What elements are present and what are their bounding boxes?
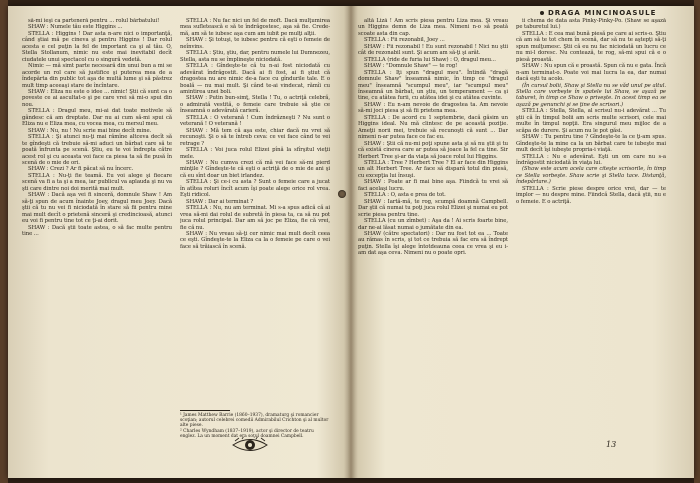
text-column-3	[358, 18, 508, 458]
paragraph: STELLA : Stella, Stella, al scrisul nu-i adevărat ... Tu ştii că în timpul bolii am scris multe scrisori, cele mai multe în timpul nopţii. Era singurul meu mijloc de a scăpa de durere. Şi acum nu le pot găsi.	[516, 108, 666, 134]
eye-ornament-icon	[232, 437, 268, 453]
paragraph: SHAW : Dacă aşa vei fi sinceră, domnule Shaw ! Am să-ţi spun de acum înainte Joey, dragul meu Joey. Dacă ştii că tu nu vei fi niciodată în stare să fii pentru mine mai mult decît o prietenă sinceră şi credincioasă, atunci eu voi fi pentru tine tot ce ţi-ai dorit.	[22, 192, 172, 225]
page-number: 13	[606, 440, 617, 449]
paragraph: SHAW (către spectatori) : Dar nu fost tot ea ... Toate au rămas în scris, şi tot ce trebuia să fac era să îndrept puţin. Stella îşi alege întotdeauna ceea ce vrea şi eu i-am dat aşa ceva. Nimeni nu o poate opri.	[358, 230, 508, 257]
paragraph: SHAW : Nu, nu ! Nu scrie mai bine decît mine.	[28, 127, 152, 134]
paragraph: STELLA : Nu fac nici un fel de moft. Dacă mulţumirea mea sufletească e să te îndrăgostesc, aşa să fie. Crede-mă, am să te iubesc aşa cum am iubit pe mulţi alţii.	[180, 18, 330, 37]
paragraph: SHAW : Ştii că nu-mi poţi spune asta şi să nu ştii şi tu că există cineva care ar putea să joace la fel ca tine. Sir Herbert Tree şi-ar da viaţa să joace rolul lui Higgins.	[358, 140, 508, 160]
paragraph: (Shaw este acum acela care citeşte scrisorile, în timp ce Stella vorbeşte. Shaw scrie şi Stella tace. Distanţă, îndepărtare.)	[516, 166, 666, 186]
paragraph: SHAW : Eu n-am nevoie de dragostea ta. Am nevoie să-mi joci piesa şi să fii prietena mea.	[358, 101, 508, 115]
paragraph: STELLA : Dragul meu, mi-ai dat toate motivele să gândesc că am dreptate. Dar nu ai cum să-mi spui că Eliza nu e Eliza mea, cu vocea mea, cu mersul meu.	[22, 108, 172, 128]
paragraph: STELLA : Nu-ţi fie teamă. Eu voi alege şi fiecare scenă va fi a ta şi a mea, iar publicul va aplauda şi nu va şti care dintre noi doi merită mai mult.	[22, 172, 172, 192]
paragraph: STELLA : Şi atunci nu-ţi mai rămîne altceva decît să te gîndeşti că trebuie să-mi aduci un bărbat care să te poată înfrunta pe scenă. Ştiu, eu te voi îndrepta către acest rol şi cu aceasta voi face ca piesa ta să fie pusă în scenă de o mie de ori.	[22, 134, 172, 166]
paragraph: STELLA : Iţi spun "dragul meu". Întindă "dragă domnule Shaw" înseamnă nimic, în timp ce "dragul meu" înseamnă "scumpul meu", iar "scumpul meu" înseamnă un bărbat, un ştiu, un temperament — ca şi tine, cu atâtea furii, cu atâtea idei şi cu atâtea cuvinte.	[358, 69, 508, 102]
paragraph: Nimic — mă simt parte necesară din unui bun a mi se acorde un rol care să justifice şi puterea mea de a îndepărta din public tot aşa de multă lume şi să păstrez mult timp aceeaşi stare de încîntare.	[22, 63, 172, 89]
paragraph: STELLA : Gîndeşte-te că tu n-ai fost niciodată cu adevărat îndrăgostit. Dacă ai fi fost, ai fi ştiut că dragostea nu are nimic de-a face cu gîndurile tale. E o boală — nu mai mult. Şi când te-ai vindecat, rămîi cu amintirea unei boli.	[180, 63, 330, 95]
paragraph: STELLA : Nu e adevărat. Eşti un om care nu s-a îndrăgostit niciodată în viaţa lui.	[516, 153, 666, 166]
paragraph: STELLA : E cea mai bună piesă pe care ai scris-o. Ştiu că am să te tot chem în scenă, dar să nu te aştepţi să-ţi spun mulţumesc. Ştii că eu nu fac niciodată un lucru ce nu mi-l doresc. Nu contează, te rog, să-mi spui că e o piesă proastă.	[516, 30, 666, 63]
paragraph: SHAW : Dacă ştii toate astea, o să fac multe pentru tine ...	[22, 224, 172, 237]
paragraph: STELLA : O, asta e prea de tot.	[364, 192, 446, 199]
paragraph: (În cursul bolii, Shaw şi Stella nu se văd unul pe altul. Stella care vorbeşte în spatele lui Shaw, se aşază pe taburet, în timp ce Shaw o priveşte. In acest timp ea se aşază pe genunchi şi se ţine de scrisori.)	[516, 82, 666, 108]
text-column-2	[180, 18, 330, 408]
running-header	[540, 9, 656, 17]
header-title: DRAGA MINCINOASULE	[548, 9, 657, 17]
paragraph: STELLA : Scrie piese despre orice vrei, dar — te implor — nu despre mine. Fiindcă Stella, dacă ştii, nu e o femeie. E o actriţă.	[516, 185, 666, 205]
header-bullet-icon	[540, 11, 544, 15]
paragraph: SHAW : Poate ar fi mai bine aşa. Fiindcă tu vrei să faci acelaşi lucru.	[358, 179, 508, 192]
paragraph: SHAW : Numele tău este Higgins ...	[28, 24, 123, 31]
paragraph: STELLA : Şi ce-i cu asta ? Sunt o femeie care a jucat în atîtea roluri încît acum îşi poate alege orice rol vrea. Eşti ridicol.	[180, 179, 330, 199]
paragraph: SHAW : Eliza nu este o idee ... nimic! Ştii că sunt ca o poveste ce ai ascultat-o şi pe care vrei să mi-o spui din nou.	[22, 88, 172, 108]
paragraph: STELLA (ride de furia lui Shaw) : O, dragul meu...	[364, 56, 496, 63]
paragraph: STELLA : Ştiu, ştiu, dar, pentru numele lui Dumnezeu, Stella, asta nu se împlineşte niciodată.	[180, 50, 330, 63]
paragraph: SHAW : Şi totuşi, te iubesc pentru că eşti o femeie de neînvins.	[180, 37, 330, 50]
paragraph: SHAW : Crezi ? Ar fi păcat să nu încerc.	[28, 166, 134, 173]
text-column-1	[22, 18, 172, 448]
footnote-1: ¹ James Matthew Barrie (1860–1937), dramaturg şi romancier scoţian; autorul celebrei comedii Admirabilul Crichton şi al multor alte piese.	[180, 412, 329, 429]
text-column-4	[516, 18, 666, 438]
paragraph: STELLA : Nu, nu am terminat. Mi s-a spus adică că ai vrea să-mi dai rolul de subretă în piesa ta, ca să nu pot juca rolul principal. Dar am să joc pe Eliza, fie că vrei, fie că nu.	[180, 205, 330, 231]
paragraph: SHAW : Nu cumva crezi că mă vei face să-mi pierd minţile ? Gîndeşte-te că eşti o actriţă de o mie de ani şi că eu sînt doar un biet irlandez.	[180, 159, 330, 179]
binding-hole	[338, 190, 346, 198]
paragraph: STELLA : De acord cu 1 septembrie, dacă găsim un Higgins ideal. Nu mă clintesc de pe această poziţie. Ameţii norii mei, trebuie să recunoşti că sunt ... Dar nimeni n-ar putea face ce fac eu.	[358, 114, 508, 141]
paragraph: SHAW : Nu vreau să-ţi cer nimic mai mult decît ceea ce eşti. Gîndeşte-te la Eliza ca la o femeie pe care o vei face să trăiască în scenă.	[180, 230, 330, 250]
paragraph: SHAW : Nu spun că e proastă. Spun că nu e gata. Încă n-am terminat-o. Poate voi mai lucra la ea, dar numai dacă eşti tu acolo.	[516, 63, 666, 83]
footnote-2: ² Charles Wyndham (1837–1919), actor şi director de teatru englez. La un moment dat era soţul doamnei Campbell.	[180, 428, 314, 440]
paragraph: ii chema de data asta Pinky-Pinky-Po. (Shaw se aşază pe taburetul lui.)	[516, 18, 666, 31]
paragraph: SHAW : Putin bun-simţ, Stella ! Tu, o actriţă celebră, o admirată vestită, o femeie care trebuie să ştie ce înseamnă o adevărată carieră.	[180, 95, 330, 115]
footnotes	[180, 410, 330, 440]
paragraph: să-mi ieşi ca parteneră pentru ... rolul bărbatului!	[28, 18, 160, 24]
paragraph: altă Liză ! Am scris piesa pentru Liza mea. Şi vreau un Higgins demn de Liza mea. Nimeni n-o să poată scoate asta din cap.	[358, 18, 508, 37]
paragraph: STELLA : Higgins ! Dar asta n-are nici o importanţă, când ştiai mă pe cineva şi pentru Higgins ! Dar rolul acesta e cel puţin la fel de important ca şi al tău. O, Stella Stollanum, nimic nu este mai inevitabil decît ciudatele unui spectacol cu o singură vedetă.	[22, 30, 172, 63]
paragraph: SHAW : Tu pentru tine ? Gîndeşte-te la ce ţi-am spus. Gîndeşte-te la mine ca la un bărbat care te iubeşte mai mult decît îşi iubeşte propria-i viaţă.	[516, 134, 666, 154]
paragraph: STELLA : Tree ? Herbert Tree ? El ar face din Higgins un alt Herbert Tree. Ar face să dispară totul din piesă, cu excepţia lui însuşi.	[358, 159, 508, 179]
paragraph: STELLA : Fii rezonabil, Joey ...	[364, 37, 445, 44]
paragraph: STELLA : O veteranǎ ! Cum îndrăzneşti ? Nu sunt o veterană ! O veterană !	[180, 114, 330, 128]
paragraph: STELLA (cu un zîmbet) : Aşa da ! Ai scris foarte bine, dar ne-ai lăsat numai o jumătate din ea.	[358, 218, 508, 231]
paragraph: SHAW : Fii rezonabil ! Eu sunt rezonabil ! Nici nu ştii cât de rezonabil sunt. Şi acum am să-ţi şi arăt.	[358, 43, 508, 57]
book-binding	[344, 6, 358, 478]
book-cover-left-edge	[0, 0, 8, 483]
paragraph: STELLA : Voi juca rolul Elizei pînă la sfîrşitul vieţii mele.	[180, 147, 330, 160]
paragraph: SHAW : "Domnule Shaw" — te rog!	[364, 63, 458, 70]
book-cover-right-edge	[694, 0, 700, 483]
paragraph: SHAW : Mă tem că aşa este, chiar dacă nu vrei să recunoşti. Şi o să te întreb ceva: ce vei face când te vei retrage ?	[180, 127, 330, 147]
footnote-rule	[180, 410, 230, 411]
paragraph: SHAW : Iartă-mă, te rog, scumpă doamnă Campbell. Dar ştii că numai tu poţi juca rolul Elizei şi numai eu pot scrie piesa pentru tine.	[358, 198, 508, 218]
paragraph: SHAW : Dar ai terminat ?	[186, 198, 254, 205]
